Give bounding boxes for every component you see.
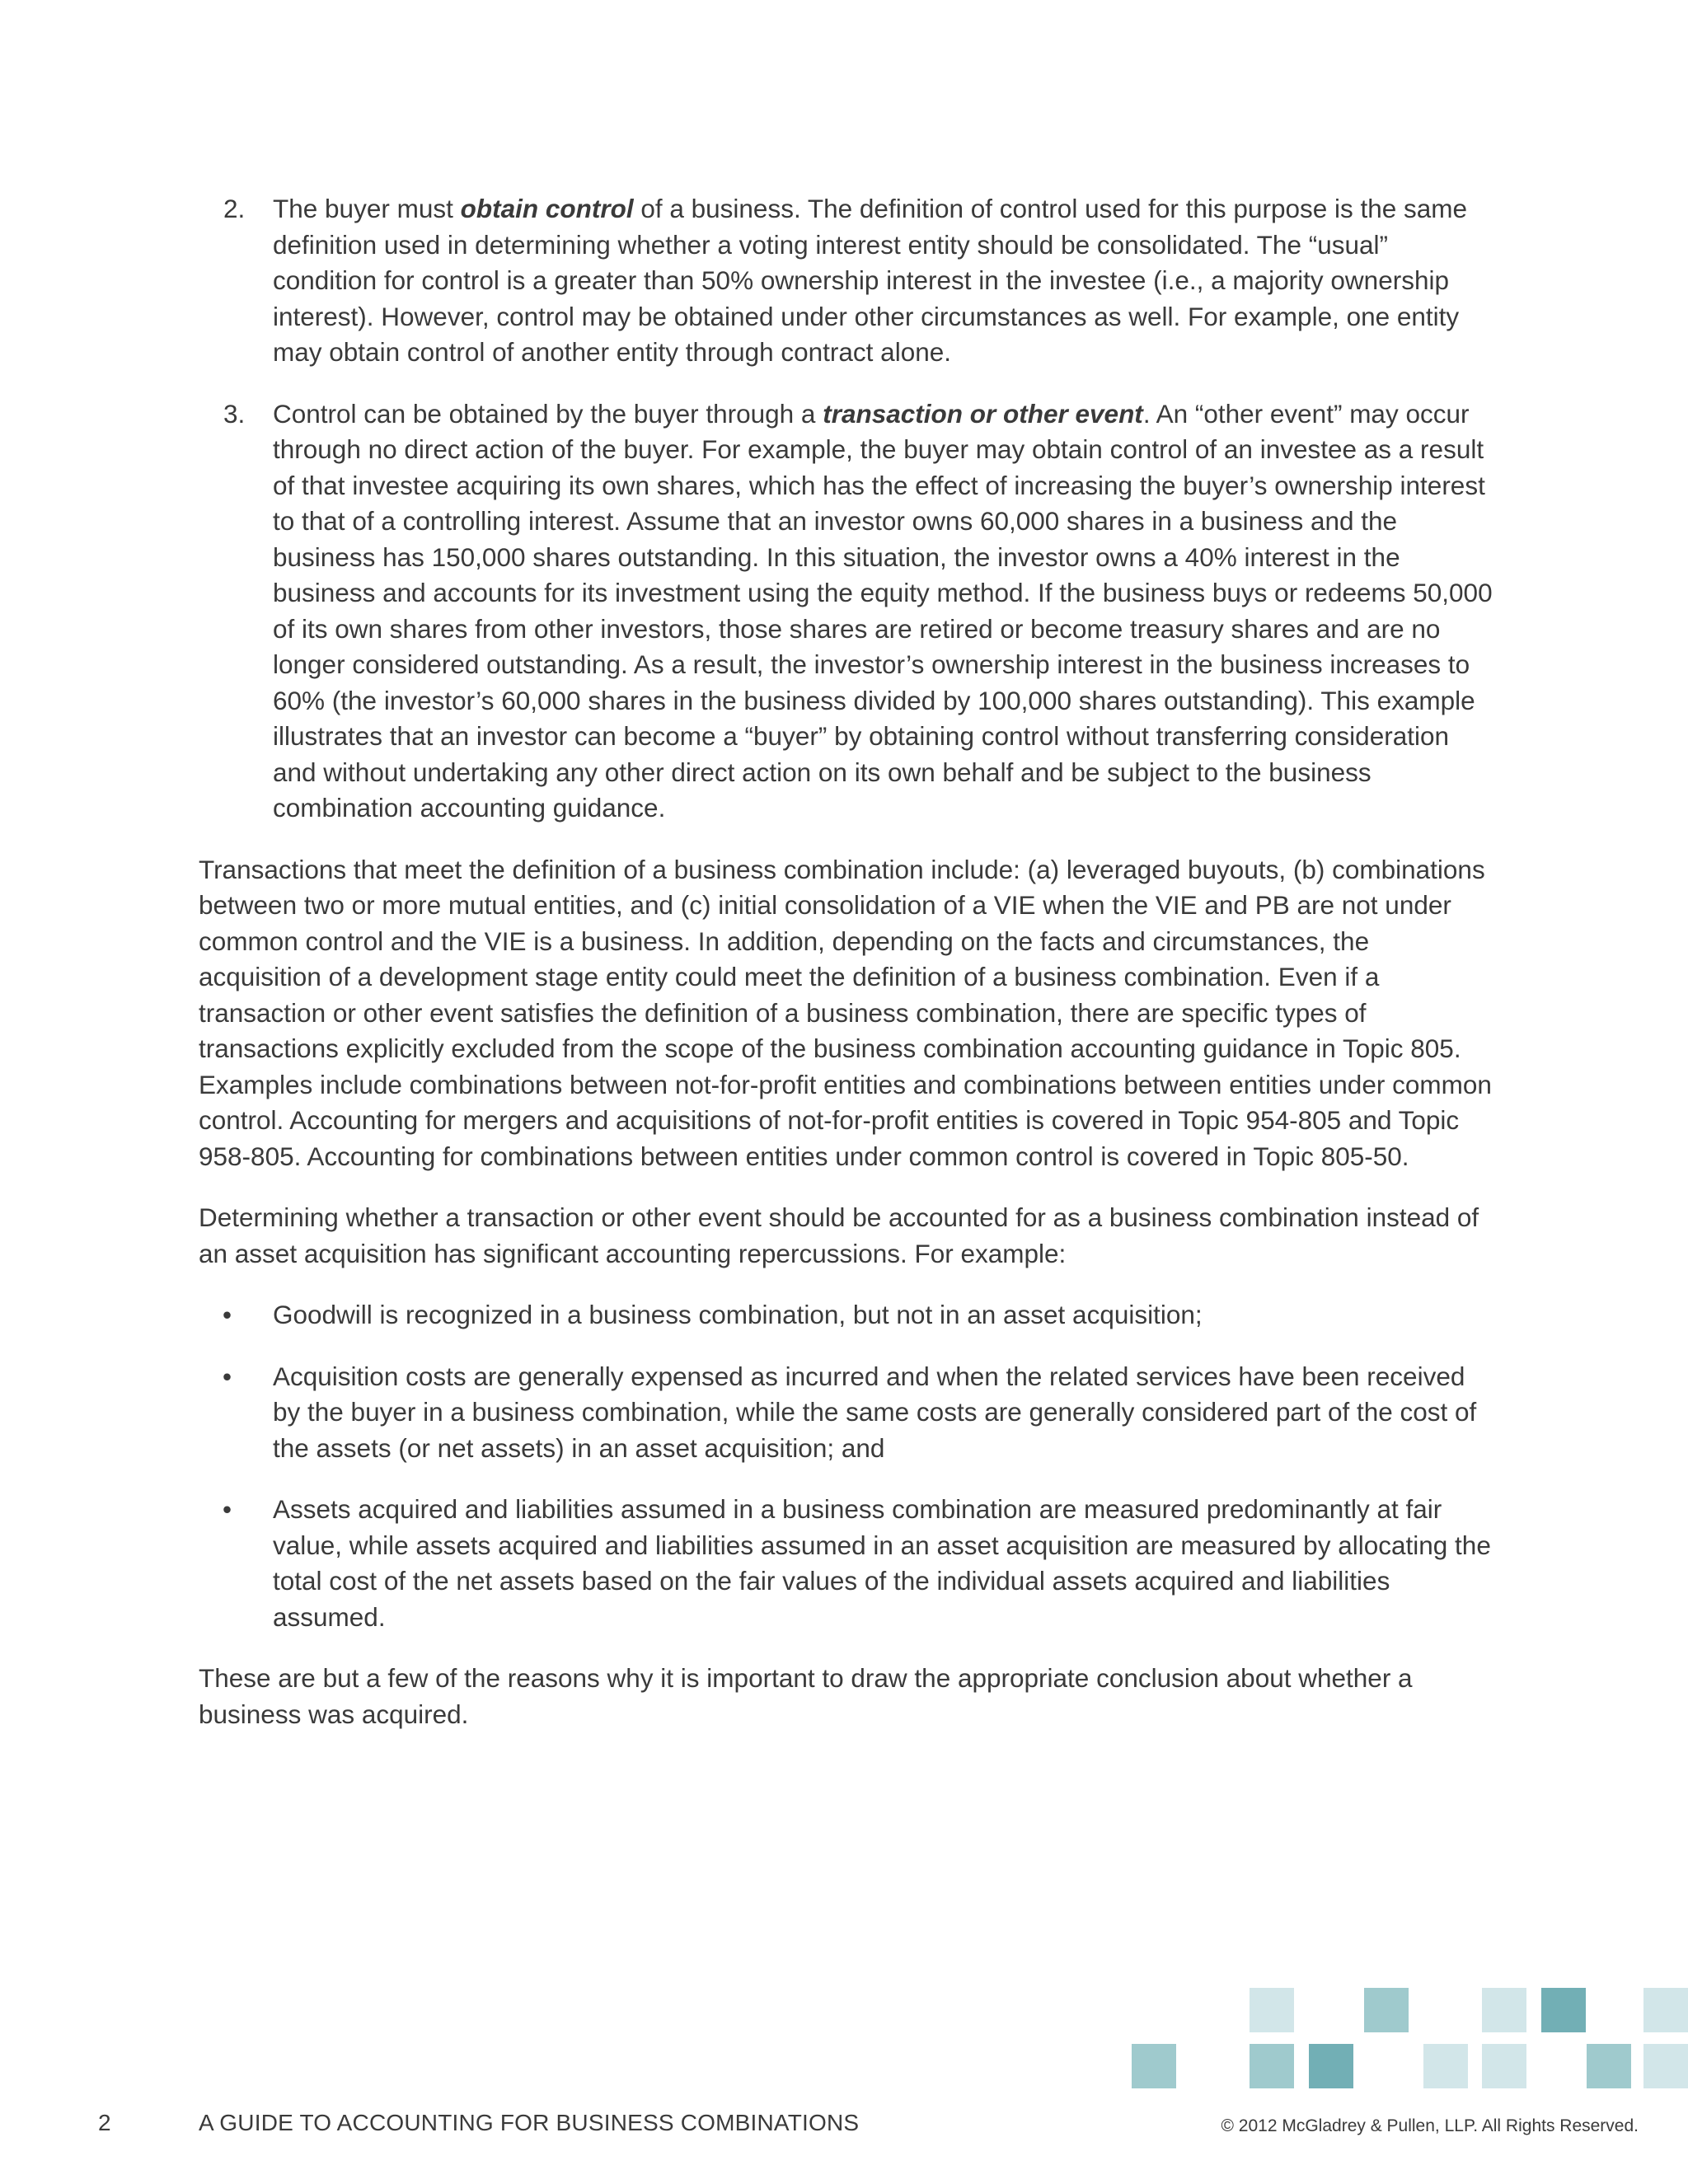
decorative-square: [1482, 1988, 1526, 2032]
item-emphasis: obtain control: [460, 194, 634, 223]
bullet-icon: •: [223, 1361, 232, 1391]
decorative-square: [1364, 1988, 1409, 2032]
bullet-item: [199, 1359, 1497, 1467]
numbered-item-3: [199, 396, 1497, 827]
decorative-square: [1541, 1988, 1586, 2032]
item-lead-text: The buyer must: [273, 194, 461, 223]
bullet-icon: •: [223, 1300, 232, 1329]
decorative-square: [1587, 2044, 1631, 2088]
decorative-square: [1482, 2044, 1526, 2088]
numbered-item-2: [199, 191, 1497, 371]
bullet-text: Assets acquired and liabilities assumed in a business combination are measured predominantly at fair value, while assets acquired and liabilities assumed in an asset acquisition are measured by allocating the total cost of the net assets based on the fair values of the individual assets acquired and liabilities assumed.: [273, 1494, 1491, 1632]
decorative-square: [1250, 1988, 1294, 2032]
decorative-square: [1423, 2044, 1468, 2088]
document-body: [199, 191, 1497, 1758]
item-lead-text: Control can be obtained by the buyer through a: [273, 398, 823, 429]
item-emphasis: transaction or other event: [823, 398, 1143, 429]
decorative-square: [1309, 2044, 1353, 2088]
item-body-text: of a business. The definition of control used for this purpose is the same definition used in determining whether a voting interest entity should be consolidated. The “usual” condition for control is a greater than 50% ownership interest in the investee (i.e., a majority ownership interest). However, control may be obtained under other circumstances as well. For example, one entity may obtain control of another entity through contract alone.: [273, 194, 1468, 367]
item-body-text: . An “other event” may occur through no direct action of the buyer. For example, the buyer may obtain control of an investee as a result of that investee acquiring its own shares, which has the effect of increasing the buyer’s ownership interest to that of a controlling interest. Assume that an investor owns 60,000 shares in a business and the business has 150,000 shares outstanding. In this situation, the investor owns a 40% interest in the business and accounts for its investment using the equity method. If the business buys or redeems 50,000 of its own shares from other investors, those shares are retired or become treasury shares and are no longer considered outstanding. As a result, the investor’s ownership interest in the business increases to 60% (the investor’s 60,000 shares in the business divided by 100,000 shares outstanding). This example illustrates that an investor can become a “buyer” by obtaining control without transferring consideration and without undertaking any other direct action on its own behalf and be subject to the business combination accounting guidance.: [273, 398, 1493, 823]
item-number: 3.: [223, 398, 246, 429]
bullet-icon: •: [223, 1494, 232, 1524]
bullet-item: [199, 1297, 1497, 1333]
decorative-square: [1643, 2044, 1688, 2088]
bullet-text: Acquisition costs are generally expensed as incurred and when the related services have been received by the buyer in a business combination, while the same costs are generally considered part of the cost of the assets (or net assets) in an asset acquisition; and: [273, 1361, 1477, 1463]
paragraph-determining: Determining whether a transaction or other event should be accounted for as a business combination instead of an asset acquisition has significant accounting repercussions. For example:: [199, 1202, 1479, 1268]
bullet-text: Goodwill is recognized in a business combination, but not in an asset acquisition;: [273, 1300, 1203, 1329]
bullet-item: [199, 1492, 1497, 1635]
decorative-square: [1132, 2044, 1176, 2088]
decorative-square: [1643, 1988, 1688, 2032]
footer-document-title: A GUIDE TO ACCOUNTING FOR BUSINESS COMBINATIONS: [199, 2110, 860, 2135]
paragraph-transactions: Transactions that meet the definition of a business combination include: (a) leveraged buyouts, (b) combinations between two or more mutual entities, and (c) initial consolidation of a VIE when the VIE and PB are not under common control and the VIE is a business. In addition, depending on the facts and circumstances, the acquisition of a development stage entity could meet the definition of a business combination. Even if a transaction or other event satisfies the definition of a business combination, there are specific types of transactions explicitly excluded from the scope of the business combination accounting guidance in Topic 805. Examples include combinations between not-for-profit entities and combinations between entities under common control. Accounting for mergers and acquisitions of not-for-profit entities is covered in Topic 954-805 and Topic 958-805. Accounting for combinations between entities under common control is covered in Topic 805-50.: [199, 854, 1492, 1171]
paragraph-conclusion: These are but a few of the reasons why it is important to draw the appropriate conclusion about whether a business was acquired.: [199, 1663, 1413, 1729]
decorative-square: [1250, 2044, 1294, 2088]
footer-copyright: © 2012 McGladrey & Pullen, LLP. All Rights Reserved.: [1221, 2116, 1639, 2135]
item-number: 2.: [223, 194, 246, 223]
page-number: 2: [98, 2110, 111, 2135]
